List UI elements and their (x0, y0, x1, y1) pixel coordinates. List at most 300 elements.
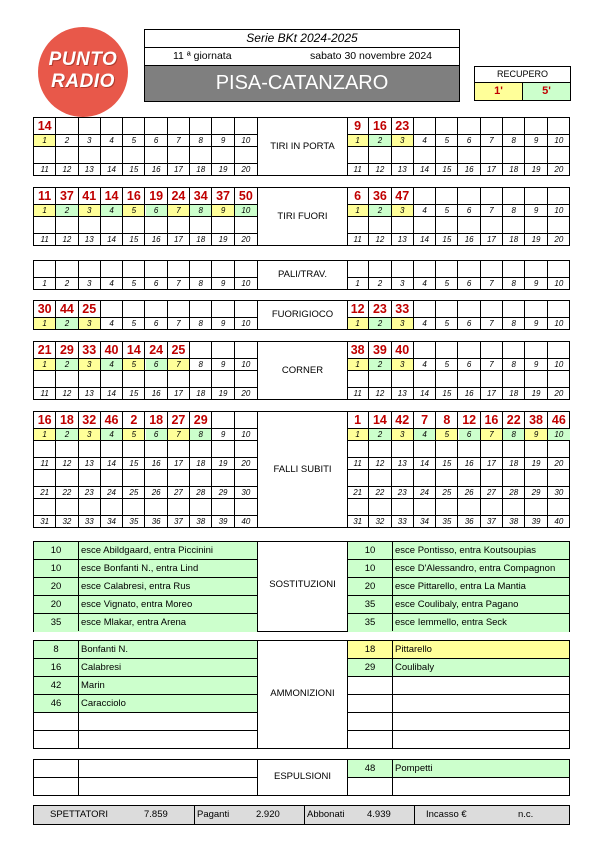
stat-value (168, 118, 190, 134)
sost-away-row (348, 596, 569, 614)
slot-number: 28 (190, 487, 212, 498)
slot-number: 4 (414, 318, 436, 329)
stat-value (34, 371, 56, 387)
slot-number: 1 (34, 318, 56, 329)
stat-value (525, 188, 547, 204)
slot-number: 5 (436, 205, 458, 216)
slot-number: 2 (369, 205, 391, 216)
slot-number: 19 (525, 388, 547, 399)
slot-number: 20 (241, 235, 251, 244)
slot-number: 13 (79, 164, 101, 175)
slot-number: 17 (481, 164, 503, 175)
slot-number: 10 (554, 360, 564, 369)
slot-number: 23 (392, 487, 414, 498)
slot-number: 21 (347, 487, 369, 498)
slot-number: 3 (392, 318, 414, 329)
slot-number: 14 (101, 458, 123, 469)
slot-number: 6 (146, 318, 168, 329)
slot-number: 16 (146, 234, 168, 245)
slot-number: 19 (525, 458, 547, 469)
slot-number: 5 (436, 278, 458, 289)
stat-value (101, 118, 123, 134)
stat-value (101, 301, 123, 317)
slot-number: 11 (347, 388, 369, 399)
stat-value (101, 499, 123, 515)
stat-value (235, 261, 257, 277)
slot-number: 15 (436, 458, 458, 469)
slot-number: 25 (123, 487, 145, 498)
slot-number: 4 (101, 278, 123, 289)
slot-number: 19 (212, 458, 234, 469)
stat-value: 47 (392, 188, 414, 204)
stat-value (347, 371, 369, 387)
slot-number: 2 (56, 205, 78, 216)
stat-value (369, 261, 391, 277)
slot-number: 14 (414, 388, 436, 399)
slot-number: 11 (347, 458, 369, 469)
stat-value: 42 (392, 412, 414, 428)
stat-value (123, 371, 145, 387)
event-minute (348, 778, 393, 795)
stat-value: 11 (34, 188, 56, 204)
stat-value: 24 (146, 342, 168, 358)
event-minute: 42 (34, 677, 79, 694)
slot-number: 29 (525, 487, 547, 498)
stat-value (56, 261, 78, 277)
stat-value (190, 118, 212, 134)
stat-value (347, 217, 369, 233)
slot-number: 7 (168, 278, 190, 289)
stat-value (459, 499, 481, 515)
slot-number: 1 (347, 278, 369, 289)
stat-value (436, 118, 458, 134)
stat-value: 44 (56, 301, 78, 317)
slot-number: 9 (212, 359, 234, 370)
slot-number: 13 (392, 388, 414, 399)
sost-home-row (34, 596, 257, 614)
slot-number: 17 (168, 234, 190, 245)
stat-value (79, 371, 101, 387)
event-minute: 16 (34, 659, 79, 676)
event-text: esce D'Alessandro, entra Compagnon (395, 563, 556, 574)
slot-number: 15 (123, 388, 145, 399)
slot-number: 24 (101, 487, 123, 498)
slot-number: 20 (554, 459, 564, 468)
slot-number: 23 (79, 487, 101, 498)
stat-value (235, 147, 257, 163)
event-minute: 20 (348, 578, 393, 595)
stat-value (146, 441, 168, 457)
stat-value (503, 301, 525, 317)
slot-number: 20 (554, 165, 564, 174)
stat-value (190, 342, 212, 358)
stat-value (481, 371, 503, 387)
event-text: esce Pontisso, entra Koutsoupias (395, 545, 537, 556)
spettatori-value: 7.859 (144, 809, 168, 820)
slot-number: 9 (525, 205, 547, 216)
stat-value (101, 217, 123, 233)
stat-value (414, 441, 436, 457)
falli-section (33, 411, 570, 528)
amm-home-row (34, 641, 257, 659)
stat-value (481, 217, 503, 233)
stat-value (212, 371, 234, 387)
corner-section (33, 341, 570, 400)
stat-value (56, 118, 78, 134)
slot-number: 3 (392, 278, 414, 289)
event-text: Marin (81, 680, 105, 691)
stat-value (481, 188, 503, 204)
stat-value (548, 470, 570, 486)
slot-number: 15 (436, 234, 458, 245)
stat-value (123, 301, 145, 317)
stat-value (459, 301, 481, 317)
stat-value (56, 470, 78, 486)
stat-value (525, 147, 547, 163)
slot-number: 7 (481, 359, 503, 370)
serie-title: Serie BKt 2024-2025 (145, 30, 459, 48)
stat-value: 36 (369, 188, 391, 204)
stat-value: 25 (168, 342, 190, 358)
stat-value (503, 342, 525, 358)
slot-number: 9 (212, 429, 234, 440)
slot-number: 10 (241, 279, 251, 288)
stat-value: 21 (34, 342, 56, 358)
slot-number: 4 (414, 359, 436, 370)
stat-value (101, 470, 123, 486)
stat-value (212, 342, 234, 358)
stat-value (101, 261, 123, 277)
slot-number: 1 (34, 135, 56, 146)
slot-number: 9 (525, 318, 547, 329)
slot-number: 15 (123, 458, 145, 469)
stat-value (436, 499, 458, 515)
stat-value (235, 441, 257, 457)
slot-number: 33 (392, 516, 414, 527)
stat-value (503, 217, 525, 233)
stat-value (56, 147, 78, 163)
slot-number: 13 (79, 388, 101, 399)
stat-value: 18 (146, 412, 168, 428)
slot-number: 10 (241, 136, 251, 145)
event-minute: 8 (34, 641, 79, 658)
event-minute: 20 (34, 578, 79, 595)
slot-number: 20 (241, 165, 251, 174)
stat-value (548, 301, 570, 317)
stat-value (548, 217, 570, 233)
stat-value (481, 261, 503, 277)
stat-value: 14 (369, 412, 391, 428)
stat-value (123, 261, 145, 277)
slot-number: 2 (56, 135, 78, 146)
slot-number: 10 (241, 360, 251, 369)
slot-number: 21 (34, 487, 56, 498)
stat-value: 2 (123, 412, 145, 428)
stat-value (548, 188, 570, 204)
slot-number: 7 (168, 359, 190, 370)
event-minute: 35 (34, 614, 79, 631)
slot-number: 25 (436, 487, 458, 498)
slot-number: 13 (79, 234, 101, 245)
stat-value (101, 441, 123, 457)
slot-number: 11 (34, 388, 56, 399)
stat-value (392, 470, 414, 486)
event-minute (34, 713, 79, 730)
slot-number: 2 (369, 318, 391, 329)
stat-value (190, 470, 212, 486)
slot-number: 9 (212, 318, 234, 329)
stat-value (347, 147, 369, 163)
stat-value (414, 371, 436, 387)
event-text: esce Coulibaly, entra Pagano (395, 599, 519, 610)
stat-value (146, 470, 168, 486)
slot-number: 9 (525, 135, 547, 146)
event-minute: 10 (348, 542, 393, 559)
stat-value: 34 (190, 188, 212, 204)
stat-value (56, 371, 78, 387)
slot-number: 11 (347, 234, 369, 245)
stat-value (190, 441, 212, 457)
sost-home-row (34, 560, 257, 578)
stat-value (548, 371, 570, 387)
slot-number: 3 (392, 205, 414, 216)
slot-number: 6 (146, 429, 168, 440)
slot-number: 14 (101, 164, 123, 175)
slot-number: 39 (525, 516, 547, 527)
slot-number: 22 (56, 487, 78, 498)
slot-number: 1 (347, 205, 369, 216)
slot-number: 18 (503, 164, 525, 175)
stat-value (34, 470, 56, 486)
slot-number: 36 (146, 516, 168, 527)
event-text: Pittarello (395, 644, 432, 655)
event-minute (348, 695, 393, 712)
slot-number: 34 (414, 516, 436, 527)
amm-home-row (34, 677, 257, 695)
slot-number: 27 (481, 487, 503, 498)
match-info-row (145, 48, 459, 66)
slot-number: 12 (56, 388, 78, 399)
sostituzioni-table (33, 541, 570, 632)
slot-number: 4 (414, 135, 436, 146)
footer-attendance (33, 805, 570, 825)
stat-value (190, 217, 212, 233)
incasso-value: n.c. (518, 809, 534, 820)
ammonizioni-label: AMMONIZIONI (270, 688, 335, 699)
stat-value (392, 499, 414, 515)
recupero-label: RECUPERO (475, 67, 570, 83)
event-minute: 48 (348, 760, 393, 777)
event-minute (34, 731, 79, 748)
stat-value (101, 371, 123, 387)
stat-value: 23 (369, 301, 391, 317)
stat-value (235, 371, 257, 387)
stat-value (548, 441, 570, 457)
event-minute: 10 (34, 542, 79, 559)
stat-value (548, 118, 570, 134)
slot-number: 11 (347, 164, 369, 175)
stat-value (414, 118, 436, 134)
punto-radio-logo (38, 27, 128, 117)
slot-number: 12 (56, 234, 78, 245)
slot-number: 37 (168, 516, 190, 527)
slot-number: 7 (481, 135, 503, 146)
slot-number: 1 (34, 359, 56, 370)
stat-value (503, 261, 525, 277)
slot-number: 14 (414, 458, 436, 469)
slot-number: 5 (123, 429, 145, 440)
stat-value: 12 (347, 301, 369, 317)
slot-number: 4 (101, 135, 123, 146)
stat-value (459, 470, 481, 486)
stat-value (146, 499, 168, 515)
stat-value (369, 147, 391, 163)
stat-value (347, 441, 369, 457)
stat-value (392, 261, 414, 277)
slot-number: 19 (525, 234, 547, 245)
slot-number: 26 (146, 487, 168, 498)
event-text: esce Iemmello, entra Seck (395, 617, 507, 628)
stat-value: 25 (79, 301, 101, 317)
stat-value: 14 (123, 342, 145, 358)
slot-number: 18 (190, 234, 212, 245)
amm-away-row (348, 713, 569, 731)
slot-number: 19 (212, 234, 234, 245)
stat-value (369, 470, 391, 486)
stat-value: 39 (369, 342, 391, 358)
tiri-in-porta-section (33, 117, 570, 176)
amm-home-row (34, 695, 257, 713)
stat-value (392, 147, 414, 163)
stat-value (459, 371, 481, 387)
slot-number: 10 (548, 429, 570, 440)
stat-value (212, 118, 234, 134)
slot-number: 8 (503, 278, 525, 289)
stat-value (347, 261, 369, 277)
stat-value (436, 188, 458, 204)
esp-away-row (348, 760, 569, 778)
stat-value (525, 441, 547, 457)
stat-value (235, 217, 257, 233)
event-minute: 10 (34, 560, 79, 577)
slot-number: 19 (212, 388, 234, 399)
slot-number: 39 (212, 516, 234, 527)
event-text: esce Abildgaard, entra Piccinini (81, 545, 214, 556)
event-minute (34, 778, 79, 795)
slot-number: 35 (436, 516, 458, 527)
slot-number: 4 (414, 429, 436, 440)
slot-number: 2 (56, 278, 78, 289)
amm-away-row (348, 731, 569, 749)
slot-number: 40 (554, 517, 564, 526)
slot-number: 14 (101, 388, 123, 399)
slot-number: 26 (459, 487, 481, 498)
stat-value (436, 371, 458, 387)
slot-number: 4 (101, 205, 123, 216)
stat-value (503, 147, 525, 163)
slot-number: 19 (212, 164, 234, 175)
stat-value (414, 188, 436, 204)
event-minute: 46 (34, 695, 79, 712)
stat-value: 1 (347, 412, 369, 428)
event-minute: 35 (348, 614, 393, 631)
stat-value (79, 499, 101, 515)
stat-value: 27 (168, 412, 190, 428)
slot-number: 38 (503, 516, 525, 527)
espulsioni-label: ESPULSIONI (273, 771, 332, 782)
paganti-value: 2.920 (256, 809, 280, 820)
stat-value: 37 (212, 188, 234, 204)
slot-number: 1 (347, 135, 369, 146)
slot-number: 8 (503, 359, 525, 370)
stat-value (503, 371, 525, 387)
slot-number: 20 (554, 389, 564, 398)
slot-number: 13 (79, 458, 101, 469)
slot-number: 27 (168, 487, 190, 498)
stat-value (481, 499, 503, 515)
stat-value (525, 371, 547, 387)
slot-number: 17 (168, 458, 190, 469)
event-text: Coulibaly (395, 662, 435, 673)
slot-number: 36 (459, 516, 481, 527)
slot-number: 28 (503, 487, 525, 498)
stat-value (414, 499, 436, 515)
stat-value: 18 (56, 412, 78, 428)
stat-value (503, 441, 525, 457)
stat-value (525, 470, 547, 486)
slot-number: 12 (56, 458, 78, 469)
sost-away-row (348, 542, 569, 560)
stat-value: 46 (551, 413, 566, 427)
stat-value (525, 261, 547, 277)
slot-number: 6 (459, 318, 481, 329)
stat-value (235, 301, 257, 317)
stat-value (525, 217, 547, 233)
stat-value: 16 (34, 412, 56, 428)
stat-value (235, 470, 257, 486)
slot-number: 9 (525, 278, 547, 289)
slot-number: 11 (34, 458, 56, 469)
slot-number: 16 (459, 458, 481, 469)
slot-number: 7 (168, 429, 190, 440)
slot-number: 6 (459, 135, 481, 146)
slot-number: 13 (392, 164, 414, 175)
slot-number: 17 (168, 164, 190, 175)
stat-value (414, 342, 436, 358)
slot-number: 5 (436, 429, 458, 440)
slot-number: 33 (79, 516, 101, 527)
slot-number: 3 (79, 135, 101, 146)
slot-number: 34 (101, 516, 123, 527)
stat-value (101, 147, 123, 163)
slot-number: 16 (146, 388, 168, 399)
stat-value (436, 470, 458, 486)
amm-away-row (348, 659, 569, 677)
stat-value (436, 147, 458, 163)
slot-number: 13 (392, 458, 414, 469)
slot-number: 17 (481, 388, 503, 399)
stat-value (414, 147, 436, 163)
slot-number: 37 (481, 516, 503, 527)
slot-number: 14 (101, 234, 123, 245)
stat-value (190, 499, 212, 515)
amm-away-row (348, 677, 569, 695)
stat-value (168, 261, 190, 277)
slot-number: 7 (481, 278, 503, 289)
stat-value (56, 217, 78, 233)
slot-number: 7 (481, 205, 503, 216)
esp-away-row (348, 778, 569, 796)
